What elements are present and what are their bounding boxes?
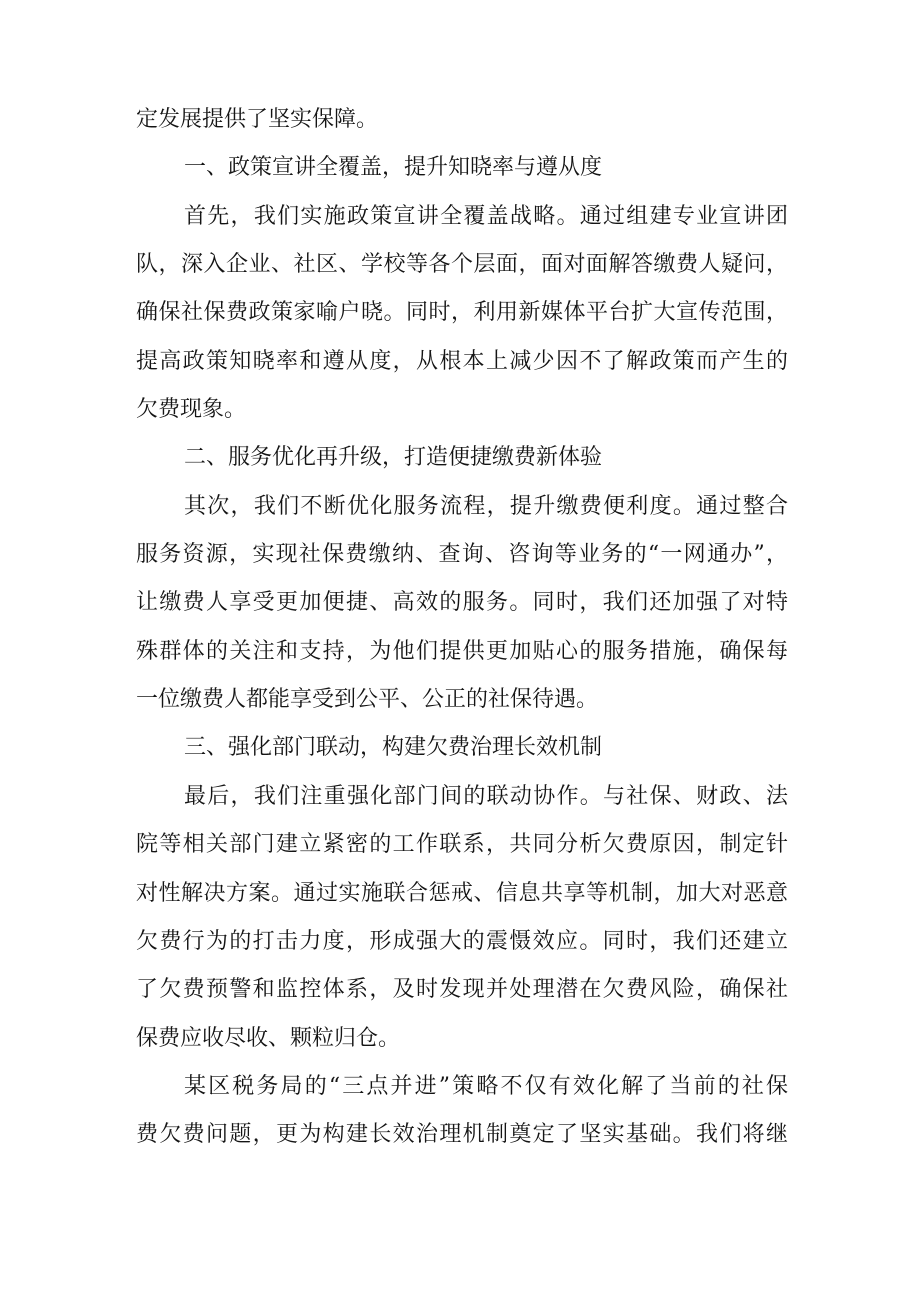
paragraph-line: 保费应收尽收、颗粒归仓。 xyxy=(136,1025,401,1051)
paragraph-line: 队，深入企业、社区、学校等各个层面，面对面解答缴费人疑问， xyxy=(136,252,788,278)
paragraph-line: 服务资源，实现社保费缴纳、查询、咨询等业务的“一网通办”， xyxy=(136,542,788,568)
paragraph-line: 提高政策知晓率和遵从度，从根本上减少因不了解政策而产生的 xyxy=(136,348,788,374)
paragraph-line: 某区税务局的“三点并进”策略不仅有效化解了当前的社保 xyxy=(184,1073,788,1099)
paragraph-line: 费欠费问题，更为构建长效治理机制奠定了坚实基础。我们将继 xyxy=(136,1122,788,1148)
paragraph-line: 定发展提供了坚实保障。 xyxy=(136,107,379,132)
paragraph-line: 欠费现象。 xyxy=(136,397,247,423)
paragraph-line: 了欠费预警和监控体系，及时发现并处理潜在欠费风险，确保社 xyxy=(136,977,788,1003)
paragraph-line: 首先，我们实施政策宣讲全覆盖战略。通过组建专业宣讲团 xyxy=(184,203,788,229)
section-heading-1: 一、政策宣讲全覆盖，提升知晓率与遵从度 xyxy=(184,155,603,181)
paragraph-line: 对性解决方案。通过实施联合惩戒、信息共享等机制，加大对恶意 xyxy=(136,880,788,906)
paragraph-line: 最后，我们注重强化部门间的联动协作。与社保、财政、法 xyxy=(184,783,788,809)
section-heading-2: 二、服务优化再升级，打造便捷缴费新体验 xyxy=(184,445,603,471)
paragraph-line: 让缴费人享受更加便捷、高效的服务。同时，我们还加强了对特 xyxy=(136,590,788,616)
paragraph-line: 确保社保费政策家喻户晓。同时，利用新媒体平台扩大宣传范围， xyxy=(136,300,788,326)
paragraph-line: 院等相关部门建立紧密的工作联系，共同分析欠费原因，制定针 xyxy=(136,832,788,858)
paragraph-line: 殊群体的关注和支持，为他们提供更加贴心的服务措施，确保每 xyxy=(136,638,788,664)
paragraph-line: 一位缴费人都能享受到公平、公正的社保待遇。 xyxy=(136,687,599,713)
document-page xyxy=(136,96,788,1160)
paragraph-line: 欠费行为的打击力度，形成强大的震慑效应。同时，我们还建立 xyxy=(136,928,788,954)
paragraph-line: 其次，我们不断优化服务流程，提升缴费便利度。通过整合 xyxy=(184,493,788,519)
section-heading-3: 三、强化部门联动，构建欠费治理长效机制 xyxy=(184,735,603,761)
